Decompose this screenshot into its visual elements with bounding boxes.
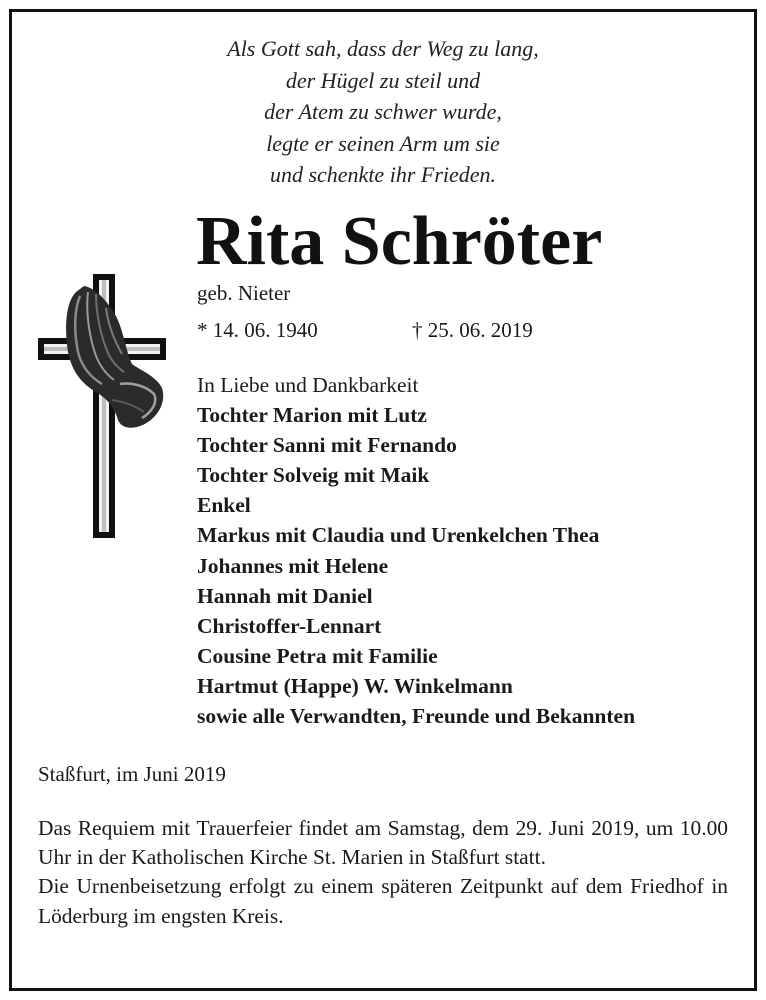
mourner-line: Markus mit Claudia und Urenkelchen Thea [197, 523, 600, 548]
requiem-paragraph: Das Requiem mit Trauerfeier findet am Samstag, dem 29. Juni 2019, um 10.00 Uhr in der Katholischen Kirche St. Marien in Staßfurt statt. [38, 816, 728, 870]
mourner-line: Tochter Marion mit Lutz [197, 403, 427, 428]
poem-line: legte er seinen Arm um sie [266, 130, 500, 156]
mourners-list [197, 370, 635, 731]
poem-line: der Hügel zu steil und [285, 67, 481, 93]
mourner-line: sowie alle Verwandten, Freunde und Bekannten [197, 704, 636, 729]
poem-line: und schenkte ihr Frieden. [269, 162, 497, 187]
mourner-line: Christoffer-Lennart [197, 613, 382, 638]
born-name: geb. Nieter [197, 281, 291, 305]
place-date: Staßfurt, im Juni 2019 [38, 762, 226, 786]
poem-line: Als Gott sah, dass der Weg zu lang, [227, 36, 539, 61]
poem-line: der Atem zu schwer wurde, [264, 99, 502, 124]
mourner-line: Tochter Solveig mit Maik [197, 463, 430, 488]
mourners-intro: In Liebe und Dankbarkeit [197, 373, 419, 397]
mourner-line: Enkel [197, 493, 251, 518]
poem [0, 33, 766, 191]
deceased-name: Rita Schröter [196, 203, 603, 280]
mourner-line: Hannah mit Daniel [197, 583, 373, 608]
mourner-line: Hartmut (Happe) W. Winkelmann [197, 673, 513, 698]
mourner-line: Tochter Sanni mit Fernando [197, 433, 457, 458]
cross-with-praying-hands-icon [36, 272, 168, 540]
death-date: † 25. 06. 2019 [412, 318, 533, 342]
mourner-line: Cousine Petra mit Familie [197, 643, 438, 668]
birth-date: * 14. 06. 1940 [197, 318, 318, 342]
mourner-line: Johannes mit Helene [197, 553, 389, 578]
service-notice [38, 814, 728, 931]
burial-paragraph: Die Urnenbeisetzung erfolgt zu einem späteren Zeitpunkt auf dem Friedhof in Löderburg im engsten Kreis. [38, 874, 728, 928]
